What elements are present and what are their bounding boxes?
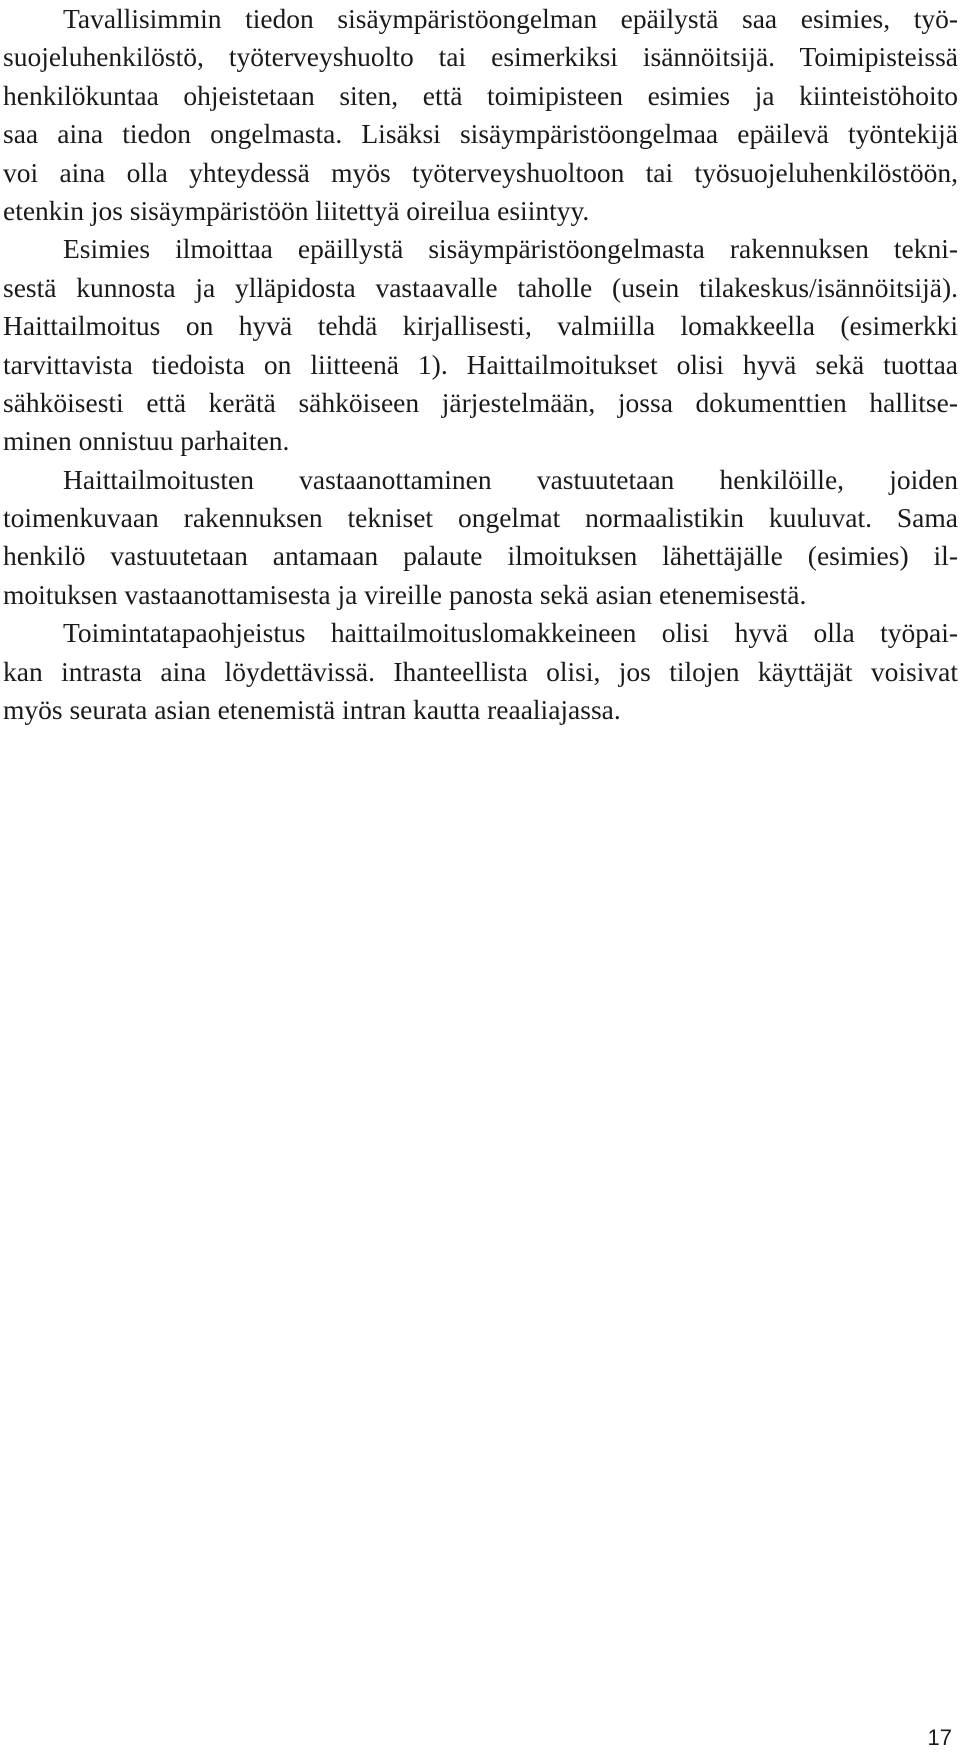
paragraph-3 [3,461,958,615]
text-line: kan intrasta aina löydettävissä. Ihanteellista olisi, jos tilojen käyttäjät voisivat [3,655,958,687]
text-line: henkilökuntaa ohjeistetaan siten, että toimipisteen esimies ja kiinteistöhoito [3,79,958,111]
text-line: tarvittavista tiedoista on liitteenä 1). Haittailmoitukset olisi hyvä sekä tuottaa [3,348,958,380]
text-line: Haittailmoitusten vastaanottaminen vastuutetaan henkilöille, joiden [63,463,958,495]
text-line: henkilö vastuutetaan antamaan palaute ilmoituksen lähettäjälle (esimies) il- [3,540,958,572]
text-line: toimenkuvaan rakennuksen tekniset ongelmat normaalistikin kuuluvat. Sama [3,502,958,534]
text-line: sähköisesti että kerätä sähköiseen järjestelmään, jossa dokumenttien hallitse- [3,386,958,418]
text-line: Esimies ilmoittaa epäillystä sisäympäristöongelmasta rakennuksen tekni- [63,233,958,265]
text-line: sestä kunnosta ja ylläpidosta vastaavalle taholle (usein tilakeskus/isännöitsijä). [3,271,958,303]
page-number: 17 [927,1725,952,1750]
page-body [3,0,958,729]
text-line: suojeluhenkilöstö, työterveyshuolto tai esimerkiksi isännöitsijä. Toimipisteissä [3,41,958,73]
text-line: myös seurata asian etenemistä intran kautta reaaliajassa. [3,694,621,726]
text-line: Toimintatapaohjeistus haittailmoituslomakkeineen olisi hyvä olla työpai- [63,617,958,649]
text-line: minen onnistuu parhaiten. [3,425,290,457]
text-line: saa aina tiedon ongelmasta. Lisäksi sisäympäristöongelmaa epäilevä työntekijä [3,118,958,150]
text-line: Tavallisimmin tiedon sisäympäristöongelman epäilystä saa esimies, työ- [63,3,958,34]
paragraph-2 [3,230,958,460]
text-line: Haittailmoitus on hyvä tehdä kirjallisesti, valmiilla lomakkeella (esimerkki [3,310,958,342]
text-line: moituksen vastaanottamisesta ja vireille panosta sekä asian etenemisestä. [3,578,807,610]
paragraph-4 [3,614,958,729]
paragraph-1 [3,0,958,230]
text-line: voi aina olla yhteydessä myös työterveyshuoltoon tai työsuojeluhenkilöstöön, [3,156,958,188]
text-line: etenkin jos sisäympäristöön liitettyä oireilua esiintyy. [3,194,590,226]
